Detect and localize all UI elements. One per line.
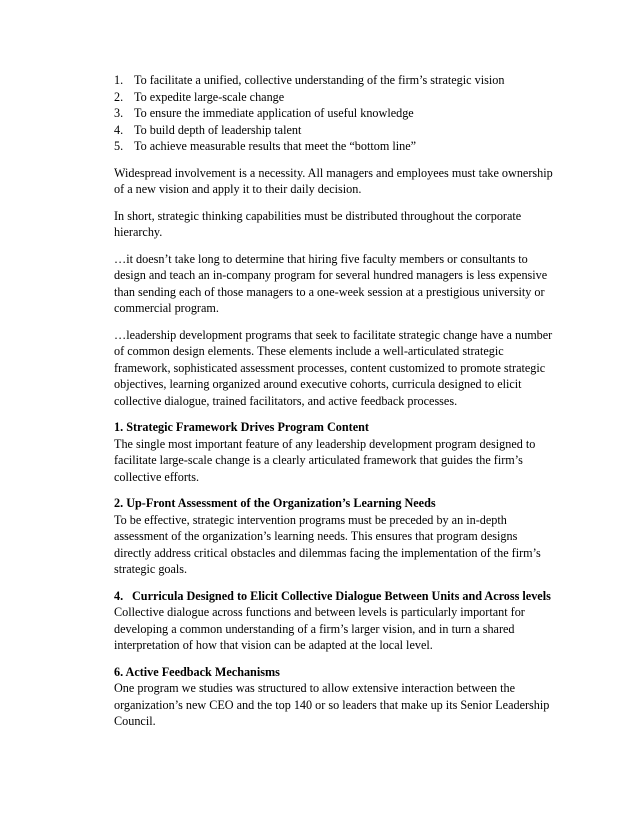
list-item-number: 5.: [114, 139, 124, 153]
section-body: The single most important feature of any leadership development program designed to facilitate large-scale change is a clearly articulated framework that guides the firm’s collective efforts.: [114, 436, 536, 484]
paragraph-in-company-program: …it doesn’t take long to determine that hiring five faculty members or consultants to design and teach an in-company program for several hundred managers is less expensive than sending each of those managers to a one-week session at a prestigious university or commercial program.: [114, 251, 548, 315]
section-heading: [114, 588, 554, 605]
paragraph-strategic-thinking: In short, strategic thinking capabilities must be distributed throughout the corporate hierarchy.: [114, 208, 522, 239]
section-active-feedback: [114, 664, 554, 730]
section-heading-text: Curricula Designed to Elicit Collective Dialogue Between Units and Across levels: [132, 588, 551, 603]
list-item-text: To achieve measurable results that meet the “bottom line”: [134, 139, 417, 153]
list-item-number: 2.: [114, 89, 124, 104]
goals-list: [114, 72, 554, 155]
list-item: [114, 89, 554, 106]
list-item: [114, 138, 554, 155]
list-item: [114, 105, 554, 122]
list-item-number: 4.: [114, 122, 124, 137]
list-item-text: To facilitate a unified, collective understanding of the firm’s strategic vision: [134, 73, 505, 87]
section-heading: 2. Up-Front Assessment of the Organization’s Learning Needs: [114, 496, 436, 510]
list-item-text: To expedite large-scale change: [134, 89, 285, 104]
section-curricula-dialogue: [114, 588, 554, 654]
section-heading: 6. Active Feedback Mechanisms: [114, 664, 280, 679]
list-item: [114, 122, 554, 139]
paragraph-widespread-involvement: Widespread involvement is a necessity. All managers and employees must take ownership of a new vision and apply it to their daily decision.: [114, 165, 553, 196]
list-item: [114, 72, 554, 89]
section-body: To be effective, strategic intervention programs must be preceded by an in-depth assessment of the organization’s learning needs. This ensures that program designs directly address critical obstacles and dilemmas facing the implementation of the firm’s strategic goals.: [114, 512, 541, 576]
list-item-number: 1.: [114, 73, 124, 87]
list-item-text: To build depth of leadership talent: [134, 122, 302, 137]
document-page: [114, 72, 554, 740]
paragraph-design-elements: …leadership development programs that seek to facilitate strategic change have a number of common design elements. These elements include a well-articulated strategic framework, sophisticated assessment processes, content customized to promote strategic objectives, learning organized around executive cohorts, curricula designed to elicit collective dialogue, trained facilitators, and active feedback processes.: [114, 327, 553, 408]
section-strategic-framework: [114, 419, 554, 485]
list-item-number: 3.: [114, 106, 124, 120]
section-heading-number: 4.: [114, 588, 124, 603]
section-body: One program we studies was structured to allow extensive interaction between the organization’s new CEO and the top 140 or so leaders that make up its Senior Leadership Council.: [114, 681, 550, 728]
section-body: Collective dialogue across functions and between levels is particularly important for developing a common understanding of a firm’s larger vision, and in turn a shared interpretation of how that vision can be adapted at the local level.: [114, 605, 525, 652]
section-heading: 1. Strategic Framework Drives Program Content: [114, 420, 369, 434]
section-up-front-assessment: [114, 495, 554, 578]
list-item-text: To ensure the immediate application of useful knowledge: [134, 106, 414, 120]
